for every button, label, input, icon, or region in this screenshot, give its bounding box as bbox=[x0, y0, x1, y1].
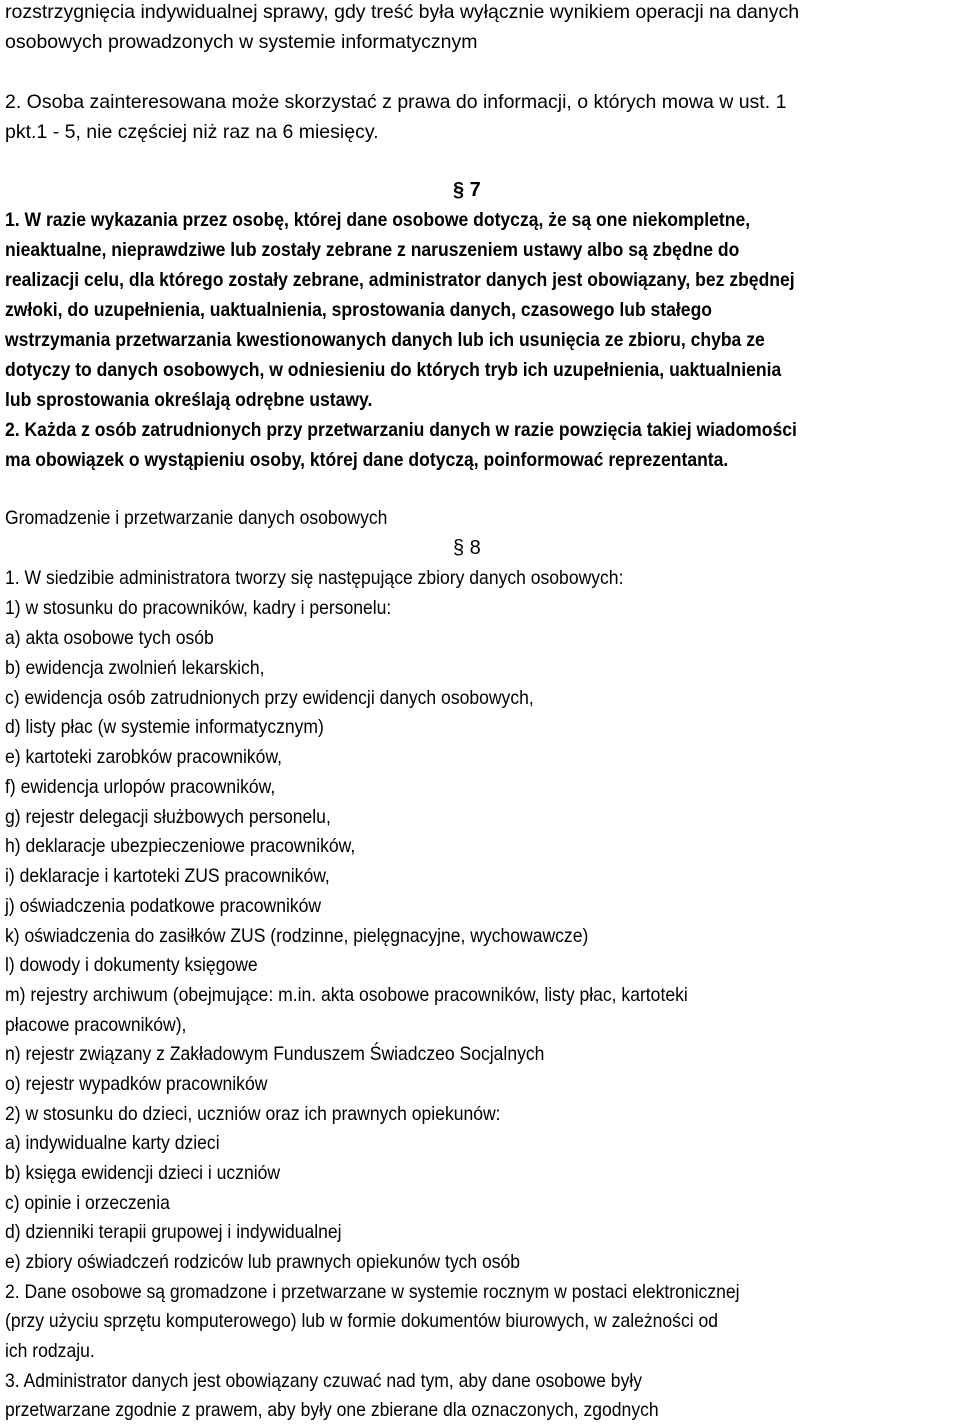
list-item: płacowe pracowników), bbox=[5, 1014, 187, 1036]
list-item: g) rejestr delegacji służbowych personelu, bbox=[5, 806, 331, 828]
list-item: j) oświadczenia podatkowe pracowników bbox=[5, 895, 322, 917]
list-item: e) zbiory oświadczeń rodziców lub prawnych opiekunów tych osób bbox=[5, 1251, 521, 1273]
list-item: f) ewidencja urlopów pracowników, bbox=[5, 776, 276, 798]
paragraph-line: 3. Administrator danych jest obowiązany czuwać nad tym, aby dane osobowe były bbox=[5, 1370, 643, 1392]
intro-line: osobowych prowadzonych w systemie informatycznym bbox=[5, 31, 478, 53]
intro-line: 2. Osoba zainteresowana może skorzystać z prawa do informacji, o których mowa w ust. 1 bbox=[5, 91, 787, 113]
paragraph-line: 2. Każda z osób zatrudnionych przy przetwarzaniu danych w razie powzięcia takiej wiadomości bbox=[5, 419, 797, 441]
paragraph-line: ma obowiązek o wystąpieniu osoby, której dane dotyczą, poinformować reprezentanta. bbox=[5, 449, 729, 471]
section-7-heading: § 7 bbox=[453, 179, 481, 201]
list-item: 1. W siedzibie administratora tworzy się następujące zbiory danych osobowych: bbox=[5, 567, 624, 589]
paragraph-line: nieaktualne, nieprawdziwe lub zostały zebrane z naruszeniem ustawy albo są zbędne do bbox=[5, 239, 740, 261]
list-item: c) ewidencja osób zatrudnionych przy ewidencji danych osobowych, bbox=[5, 687, 534, 709]
paragraph-line: 2. Dane osobowe są gromadzone i przetwarzane w systemie rocznym w postaci elektronicznej bbox=[5, 1281, 740, 1303]
intro-line: rozstrzygnięcia indywidualnej sprawy, gdy treść była wyłącznie wynikiem operacji na danych bbox=[5, 1, 800, 23]
list-item: 2) w stosunku do dzieci, uczniów oraz ich prawnych opiekunów: bbox=[5, 1103, 501, 1125]
list-item: h) deklaracje ubezpieczeniowe pracowników, bbox=[5, 835, 356, 857]
paragraph-line: (przy użyciu sprzętu komputerowego) lub w formie dokumentów biurowych, w zależności od bbox=[5, 1310, 719, 1332]
list-item: a) akta osobowe tych osób bbox=[5, 627, 214, 649]
list-item: d) listy płac (w systemie informatycznym) bbox=[5, 716, 324, 738]
paragraph-line: 1. W razie wykazania przez osobę, której dane osobowe dotyczą, że są one niekompletne, bbox=[5, 209, 751, 231]
list-item: e) kartoteki zarobków pracowników, bbox=[5, 746, 283, 768]
paragraph-line: wstrzymania przetwarzania kwestionowanych danych lub ich usunięcia ze zbioru, chyba ze bbox=[5, 329, 765, 351]
section-8-heading: § 8 bbox=[453, 537, 481, 559]
paragraph-line: ich rodzaju. bbox=[5, 1340, 95, 1362]
list-item: k) oświadczenia do zasiłków ZUS (rodzinne, pielęgnacyjne, wychowawcze) bbox=[5, 925, 589, 947]
list-item: d) dzienniki terapii grupowej i indywidualnej bbox=[5, 1221, 342, 1243]
list-item: i) deklaracje i kartoteki ZUS pracowników, bbox=[5, 865, 330, 887]
paragraph-line: zwłoki, do uzupełnienia, uaktualnienia, sprostowania danych, czasowego lub stałego bbox=[5, 299, 713, 321]
list-item: m) rejestry archiwum (obejmujące: m.in. akta osobowe pracowników, listy płac, kartoteki bbox=[5, 984, 688, 1006]
paragraph-line: przetwarzane zgodnie z prawem, aby były one zbierane dla oznaczonych, zgodnych bbox=[5, 1399, 659, 1421]
list-item: b) księga ewidencji dzieci i uczniów bbox=[5, 1162, 281, 1184]
list-item: n) rejestr związany z Zakładowym Funduszem Świadczeo Socjalnych bbox=[5, 1043, 545, 1065]
list-item: a) indywidualne karty dzieci bbox=[5, 1132, 220, 1154]
list-item: o) rejestr wypadków pracowników bbox=[5, 1073, 268, 1095]
paragraph-line: dotyczy to danych osobowych, w odniesieniu do których tryb ich uzupełnienia, uaktualnienia bbox=[5, 359, 782, 381]
list-item: l) dowody i dokumenty księgowe bbox=[5, 954, 258, 976]
paragraph-line: realizacji celu, dla którego zostały zebrane, administrator danych jest obowiązany, bez zbędnej bbox=[5, 269, 795, 291]
list-item: b) ewidencja zwolnień lekarskich, bbox=[5, 657, 265, 679]
intro-line: pkt.1 - 5, nie częściej niż raz na 6 miesięcy. bbox=[5, 121, 379, 143]
subheading: Gromadzenie i przetwarzanie danych osobowych bbox=[5, 507, 388, 529]
list-item: c) opinie i orzeczenia bbox=[5, 1192, 170, 1214]
paragraph-line: lub sprostowania określają odrębne ustawy. bbox=[5, 389, 373, 411]
list-item: 1) w stosunku do pracowników, kadry i personelu: bbox=[5, 597, 392, 619]
